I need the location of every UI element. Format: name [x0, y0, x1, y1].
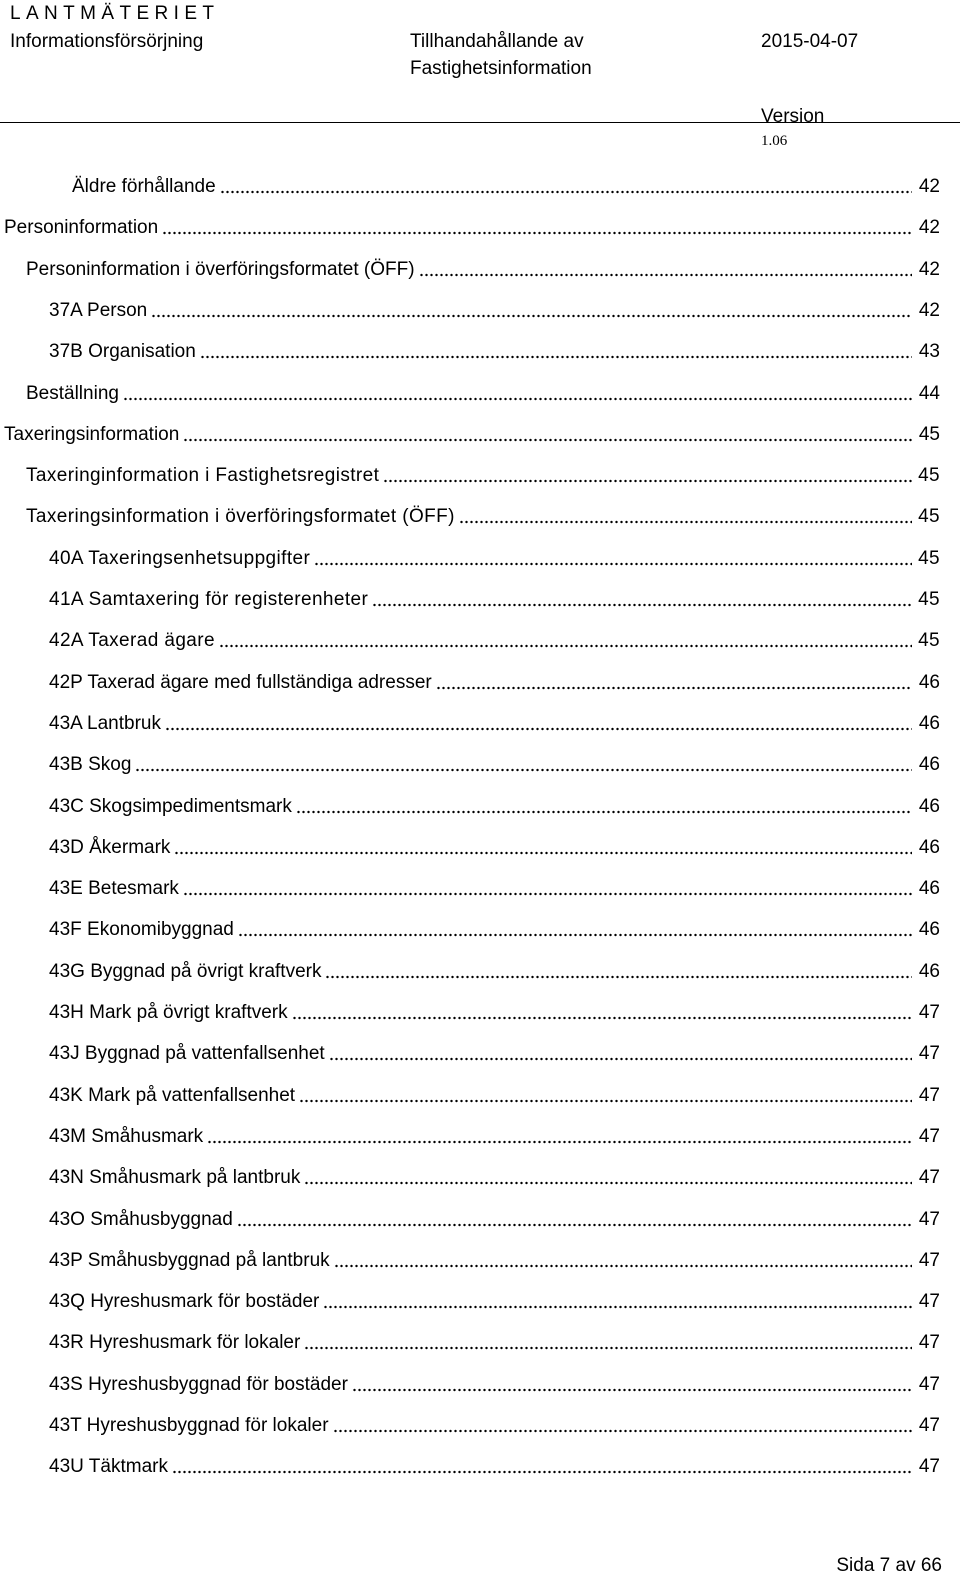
toc-entry-page: 46: [918, 795, 940, 817]
toc-entry-title: 43G Byggnad på övrigt kraftverk: [49, 960, 322, 982]
toc-entry[interactable]: [49, 788, 940, 818]
toc-entry-title: 43T Hyreshusbyggnad för lokaler: [49, 1415, 329, 1436]
toc-entry-title: 43O Småhusbyggnad: [49, 1208, 233, 1230]
toc-dot-leader: [151, 314, 912, 318]
toc-dot-leader: [304, 1346, 912, 1350]
toc-dot-leader: [325, 975, 912, 979]
toc-dot-leader: [219, 644, 912, 648]
toc-entry-page: 47: [918, 1332, 940, 1354]
toc-entry-page: 46: [918, 960, 940, 982]
toc-entry-page: 46: [918, 919, 940, 941]
toc-dot-leader: [323, 1305, 912, 1309]
page-header: [0, 0, 960, 149]
toc-entry[interactable]: [4, 209, 940, 239]
toc-entry-title: Taxeringsinformation i överföringsformatet (ÖFF): [26, 506, 455, 528]
organization-name: LANTMÄTERIET: [10, 3, 220, 24]
toc-entry-title: Personinformation: [4, 217, 159, 239]
toc-entry[interactable]: [49, 333, 940, 363]
toc-entry[interactable]: [49, 705, 940, 735]
toc-dot-leader: [238, 933, 912, 937]
toc-entry-page: 47: [918, 1084, 940, 1106]
toc-entry[interactable]: [49, 1283, 940, 1313]
toc-entry[interactable]: [49, 994, 940, 1024]
toc-entry[interactable]: [49, 664, 940, 694]
toc-entry[interactable]: [49, 1407, 940, 1437]
toc-entry-title: 42A Taxerad ägare: [49, 630, 215, 652]
toc-entry-page: 43: [918, 341, 940, 363]
toc-entry-page: 45: [918, 589, 940, 610]
toc-entry-page: 47: [918, 1002, 940, 1023]
toc-entry[interactable]: [49, 953, 940, 983]
toc-entry-page: 45: [918, 423, 940, 445]
toc-entry[interactable]: [26, 375, 940, 405]
toc-dot-leader: [299, 1099, 912, 1103]
toc-entry[interactable]: [49, 622, 940, 652]
toc-entry[interactable]: [4, 416, 940, 446]
toc-entry-title: 43N Småhusmark på lantbruk: [49, 1167, 301, 1189]
toc-dot-leader: [183, 438, 912, 442]
toc-dot-leader: [383, 479, 912, 483]
toc-dot-leader: [135, 768, 912, 772]
toc-entry-page: 42: [918, 217, 940, 239]
toc-entry-title: Personinformation i överföringsformatet (ÖFF): [26, 258, 415, 280]
toc-entry-title: Äldre förhållande: [72, 176, 216, 197]
toc-entry-title: Beställning: [26, 382, 119, 404]
document-title-line1: Tillhandahållande av: [410, 31, 584, 52]
toc-entry-title: 43E Betesmark: [49, 878, 179, 900]
toc-dot-leader: [200, 355, 912, 359]
toc-entry-page: 42: [918, 176, 940, 197]
toc-dot-leader: [372, 603, 912, 607]
toc-entry-title: 43S Hyreshusbyggnad för bostäder: [49, 1373, 348, 1395]
toc-entry-title: 43B Skog: [49, 754, 132, 776]
toc-dot-leader: [436, 686, 912, 690]
toc-entry[interactable]: [26, 498, 940, 528]
toc-entry-page: 47: [918, 1373, 940, 1395]
toc-dot-leader: [172, 1470, 912, 1474]
toc-dot-leader: [237, 1223, 912, 1227]
toc-entry-page: 42: [918, 258, 940, 280]
toc-entry-page: 47: [918, 1291, 940, 1313]
toc-entry-title: 43C Skogsimpedimentsmark: [49, 795, 292, 817]
toc-entry-page: 46: [918, 754, 940, 776]
toc-entry[interactable]: [26, 457, 940, 487]
toc-entry-title: 43K Mark på vattenfallsenhet: [49, 1084, 296, 1106]
document-date: 2015-04-07: [761, 31, 859, 52]
toc-entry-title: 43R Hyreshusmark för lokaler: [49, 1332, 301, 1354]
toc-entry[interactable]: [49, 746, 940, 776]
toc-entry-page: 46: [918, 878, 940, 900]
toc-entry[interactable]: [49, 870, 940, 900]
toc-entry-page: 47: [918, 1415, 940, 1436]
toc-entry-page: 46: [918, 836, 940, 858]
toc-entry-title: 43P Småhusbyggnad på lantbruk: [49, 1249, 330, 1271]
toc-entry-title: 43D Åkermark: [49, 836, 171, 858]
toc-dot-leader: [333, 1429, 912, 1433]
toc-entry[interactable]: [49, 829, 940, 859]
toc-entry[interactable]: [49, 1201, 940, 1231]
toc-entry[interactable]: [49, 1159, 940, 1189]
page-number: Sida 7 av 66: [836, 1555, 942, 1576]
toc-entry-page: 45: [918, 547, 940, 569]
toc-entry-title: 37B Organisation: [49, 341, 196, 363]
toc-entry-page: 47: [918, 1456, 940, 1478]
toc-entry[interactable]: [49, 540, 940, 570]
toc-entry[interactable]: [26, 251, 940, 281]
toc-entry-page: 44: [918, 382, 940, 404]
toc-entry[interactable]: [72, 168, 940, 198]
toc-dot-leader: [207, 1140, 912, 1144]
toc-dot-leader: [352, 1388, 912, 1392]
toc-dot-leader: [165, 727, 912, 731]
toc-entry-title: 43U Täktmark: [49, 1456, 168, 1478]
toc-entry-title: 41A Samtaxering för registerenheter: [49, 589, 369, 610]
toc-entry-page: 47: [918, 1208, 940, 1230]
toc-dot-leader: [174, 851, 912, 855]
department: Informationsförsörjning: [10, 31, 204, 52]
toc-entry-page: 47: [918, 1249, 940, 1271]
toc-entry-page: 47: [918, 1043, 940, 1065]
toc-dot-leader: [296, 810, 912, 814]
toc-entry-title: 43A Lantbruk: [49, 712, 161, 734]
toc-entry[interactable]: [49, 292, 940, 322]
toc-entry-title: 42P Taxerad ägare med fullständiga adresser: [49, 671, 432, 693]
toc-entry[interactable]: [49, 1448, 940, 1478]
toc-entry[interactable]: [49, 1077, 940, 1107]
version-label: Version: [761, 106, 825, 127]
toc-dot-leader: [459, 520, 912, 524]
toc-dot-leader: [314, 562, 912, 566]
toc-entry-title: Taxeringinformation i Fastighetsregistret: [26, 465, 380, 487]
toc-entry-page: 46: [918, 671, 940, 693]
toc-entry-page: 47: [918, 1125, 940, 1147]
toc-entry[interactable]: [49, 1242, 940, 1272]
toc-entry[interactable]: [49, 1324, 940, 1354]
toc-dot-leader: [183, 892, 912, 896]
toc-dot-leader: [329, 1057, 912, 1061]
toc-entry-title: 43J Byggnad på vattenfallsenhet: [49, 1043, 325, 1065]
toc-entry-title: Taxeringsinformation: [4, 423, 180, 445]
toc-entry-title: 43H Mark på övrigt kraftverk: [49, 1002, 288, 1023]
toc-dot-leader: [220, 190, 912, 194]
toc-entry-page: 45: [918, 465, 940, 487]
toc-entry[interactable]: [49, 1366, 940, 1396]
toc-entry[interactable]: [49, 911, 940, 941]
toc-dot-leader: [334, 1264, 912, 1268]
toc-dot-leader: [304, 1181, 912, 1185]
toc-entry-title: 37A Person: [49, 299, 148, 321]
version-number: 1.06: [761, 133, 788, 149]
toc-entry-page: 45: [918, 630, 940, 652]
toc-entry-title: 43F Ekonomibyggnad: [49, 919, 234, 941]
toc-entry-title: 43Q Hyreshusmark för bostäder: [49, 1291, 320, 1313]
toc-entry-title: 43M Småhusmark: [49, 1125, 204, 1147]
toc-entry-page: 46: [918, 712, 940, 734]
toc-dot-leader: [123, 397, 912, 401]
toc-entry-page: 45: [918, 506, 940, 528]
document-title-line2: Fastighetsinformation: [410, 58, 592, 79]
toc-dot-leader: [419, 273, 912, 277]
toc-dot-leader: [162, 231, 912, 235]
toc-dot-leader: [292, 1016, 912, 1020]
toc-entry-title: 40A Taxeringsenhetsuppgifter: [49, 547, 311, 569]
toc-entry[interactable]: [49, 581, 940, 611]
toc-entry[interactable]: [49, 1118, 940, 1148]
toc-entry[interactable]: [49, 1035, 940, 1065]
toc-entry-page: 47: [918, 1167, 940, 1189]
toc-entry-page: 42: [918, 299, 940, 321]
